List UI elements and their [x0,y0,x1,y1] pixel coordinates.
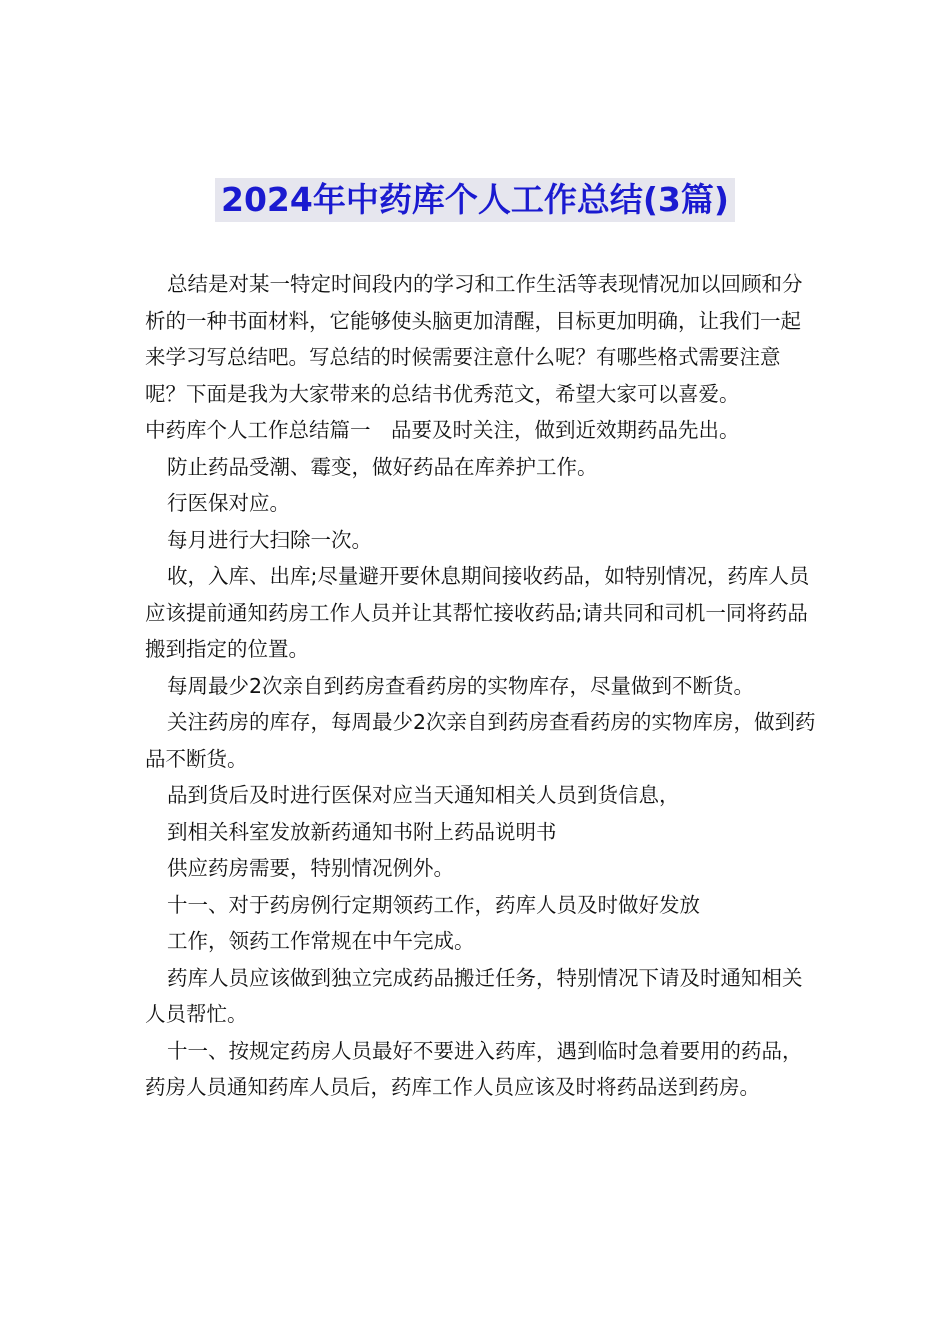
paragraph: 十一、按规定药房人员最好不要进入药库，遇到临时急着要用的药品，药房人员通知药库人员后，药库工作人员应该及时将药品送到药房。 [145,1038,803,1099]
paragraph: 行医保对应。 [167,491,290,515]
paragraph: 防止药品受潮、霉变，做好药品在库养护工作。 [167,454,598,479]
paragraph-section-heading: 中药库个人工作总结篇一 品要及时关注，做到近效期药品先出。 [145,418,740,442]
title-container [0,178,950,222]
paragraph: 十一、对于药房例行定期领药工作，药库人员及时做好发放 [167,892,700,917]
paragraph: 工作，领药工作常规在中午完成。 [167,929,475,953]
paragraph: 关注药房的库存，每周最少2次亲自到药房查看药房的实物库房，做到药品不断货。 [145,710,816,771]
paragraph: 供应药房需要，特别情况例外。 [167,856,454,880]
paragraph: 每月进行大扫除一次。 [167,527,372,552]
document-title: 2024年中药库个人工作总结(3篇) [215,178,735,222]
paragraph: 每周最少2次亲自到药房查看药房的实物库存，尽量做到不断货。 [167,673,755,698]
paragraph: 到相关科室发放新药通知书附上药品说明书 [167,819,557,844]
document-body [145,266,817,1106]
paragraph-intro: 总结是对某一特定时间段内的学习和工作生活等表现情况加以回顾和分析的一种书面材料，它能够使头脑更加清醒，目标更加明确，让我们一起来学习写总结吧。写总结的时候需要注意什么呢？有哪些格式需要注意呢？下面是我为大家带来的总结书优秀范文，希望大家可以喜爱。 [145,272,803,406]
paragraph: 药库人员应该做到独立完成药品搬迁任务，特别情况下请及时通知相关人员帮忙。 [145,965,803,1026]
paragraph: 收，入库、出库;尽量避开要休息期间接收药品，如特别情况，药库人员应该提前通知药房工作人员并让其帮忙接收药品;请共同和司机一同将药品搬到指定的位置。 [145,564,810,661]
paragraph: 品到货后及时进行医保对应当天通知相关人员到货信息， [167,783,680,807]
